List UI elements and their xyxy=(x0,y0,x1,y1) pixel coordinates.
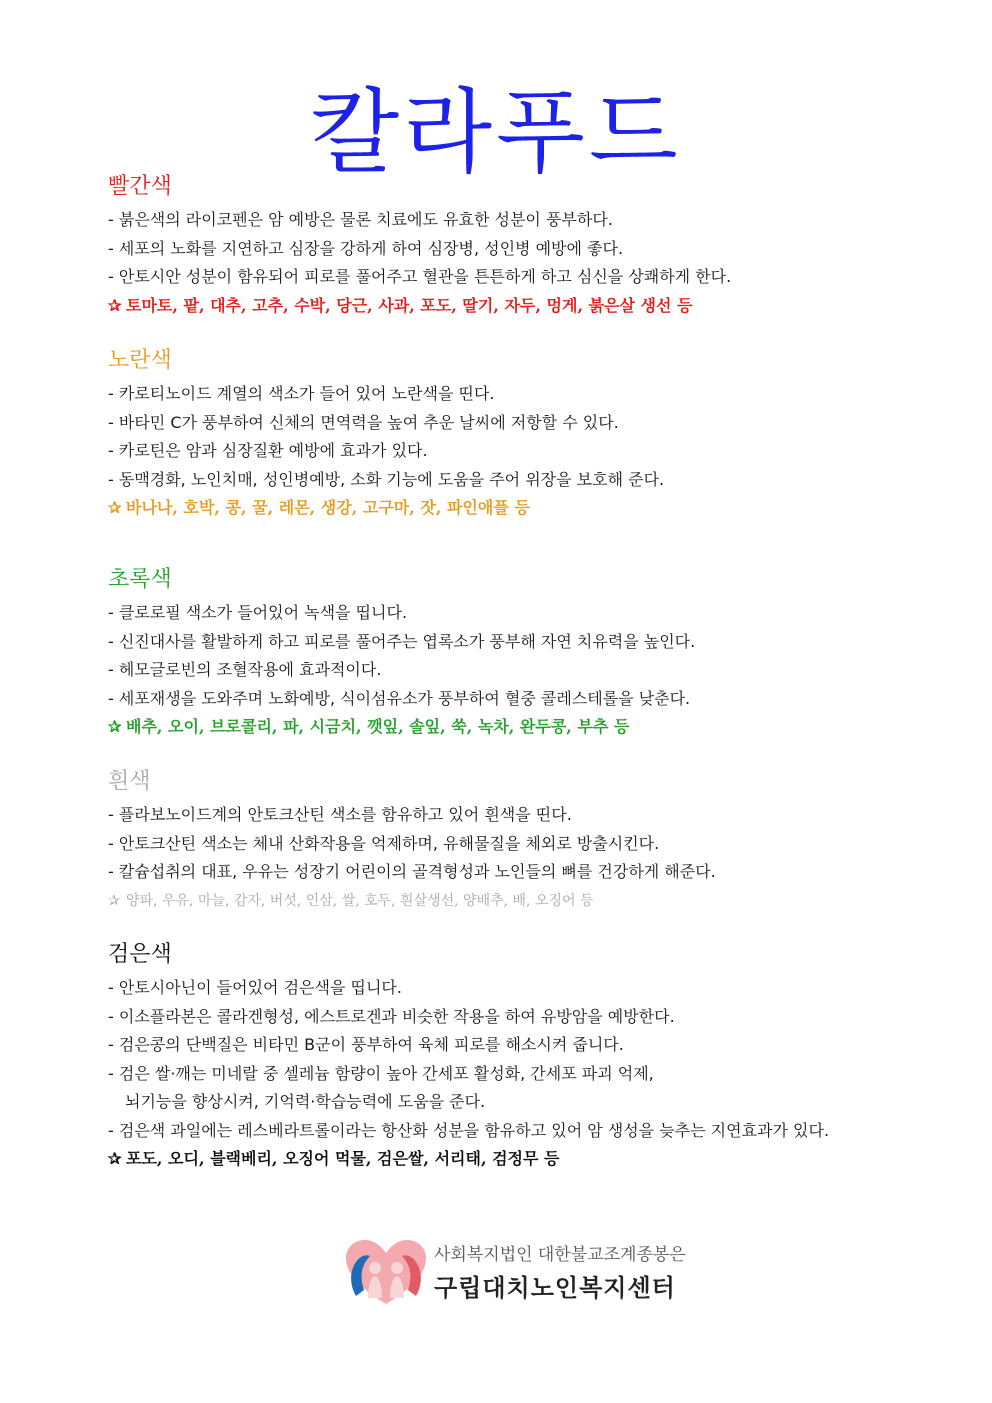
heart-people-logo-icon xyxy=(342,1238,430,1308)
white-line-3: - 칼슘섭취의 대표, 우유는 성장기 어린이의 골격형성과 노인들의 뼈를 건강하게 해준다. xyxy=(108,862,716,881)
logo-center-name: 구립대치노인복지센터 xyxy=(434,1274,676,1302)
section-red xyxy=(108,172,898,320)
white-line-1: - 플라보노이드계의 안토크산틴 색소를 함유하고 있어 흰색을 띤다. xyxy=(108,805,572,824)
section-yellow xyxy=(108,346,898,522)
star-icon: ✰ xyxy=(108,892,120,909)
red-line-3: - 안토시안 성분이 함유되어 피로를 풀어주고 혈관을 튼튼하게 하고 심신을 상쾌하게 한다. xyxy=(108,267,732,286)
organization-logo xyxy=(342,1238,686,1308)
green-line-4: - 세포재생을 도와주며 노화예방, 식이섬유소가 풍부하여 혈중 콜레스테롤을 낮춘다. xyxy=(108,688,691,708)
black-line-6: - 검은색 과일에는 레스베라트롤이라는 항산화 성분을 함유하고 있어 암 생성을 늦추는 지연효과가 있다. xyxy=(108,1120,830,1140)
red-line-2: - 세포의 노화를 지연하고 심장을 강하게 하여 심장병, 성인병 예방에 좋다. xyxy=(108,238,624,258)
yellow-line-1: - 카로티노이드 계열의 색소가 들어 있어 노란색을 띤다. xyxy=(108,384,495,403)
logo-organization-line: 사회복지법인 대한불교조계종봉은 xyxy=(434,1245,686,1265)
black-line-5: 뇌기능을 향상시켜, 기억력·학습능력에 도움을 준다. xyxy=(125,1092,486,1111)
black-food-list xyxy=(108,1145,898,1173)
yellow-line-3: - 카로틴은 암과 심장질환 예방에 효과가 있다. xyxy=(108,441,428,460)
section-heading-white: 흰색 xyxy=(108,769,151,794)
green-food-list xyxy=(108,713,898,741)
star-icon: ✰ xyxy=(108,1149,122,1168)
page-title: 칼라푸드 xyxy=(310,79,682,186)
yellow-line-2: - 바타민 C가 풍부하여 신체의 면역력을 높여 추운 날씨에 저항할 수 있다. xyxy=(108,412,619,432)
green-line-3: - 헤모글로빈의 조혈작용에 효과적이다. xyxy=(108,660,382,679)
white-food-list xyxy=(108,887,898,915)
red-food-list xyxy=(108,292,898,320)
section-heading-yellow: 노란색 xyxy=(108,348,172,373)
section-white xyxy=(108,767,898,915)
section-heading-black: 검은색 xyxy=(108,942,172,967)
black-line-1: - 안토시아닌이 들어있어 검은색을 띱니다. xyxy=(108,978,402,997)
black-foods-text: 포도, 오디, 블랙베리, 오징어 먹물, 검은쌀, 서리태, 검정무 등 xyxy=(126,1149,560,1168)
black-line-4: - 검은 쌀·깨는 미네랄 중 셀레늄 함량이 높아 간세포 활성화, 간세포 파괴 억제, xyxy=(108,1063,654,1083)
yellow-foods-text: 바나나, 호박, 콩, 꿀, 레몬, 생강, 고구마, 잣, 파인애플 등 xyxy=(126,498,530,517)
star-icon: ✰ xyxy=(108,717,122,736)
red-foods-text: 토마토, 팥, 대추, 고추, 수박, 당근, 사과, 포도, 딸기, 자두, 멍게, 붉은살 생선 등 xyxy=(126,295,693,315)
section-heading-green: 초록색 xyxy=(108,567,172,592)
black-line-2: - 이소플라본은 콜라겐형성, 에스트로겐과 비슷한 작용을 하여 유방암을 예방한다. xyxy=(108,1006,675,1026)
green-line-1: - 클로로필 색소가 들어있어 녹색을 띱니다. xyxy=(108,603,408,622)
section-heading-red: 빨간색 xyxy=(108,174,172,199)
red-line-1: - 붉은색의 라이코펜은 암 예방은 물론 치료에도 유효한 성분이 풍부하다. xyxy=(108,210,613,229)
yellow-line-4: - 동맥경화, 노인치매, 성인병예방, 소화 기능에 도움을 주어 위장을 보호해 준다. xyxy=(108,469,665,489)
star-icon: ✰ xyxy=(108,295,122,315)
white-line-2: - 안토크산틴 색소는 체내 산화작용을 억제하며, 유해물질을 체외로 방출시킨다. xyxy=(108,833,660,853)
section-black xyxy=(108,940,898,1173)
section-green xyxy=(108,565,898,741)
star-icon: ✰ xyxy=(108,498,122,517)
yellow-food-list xyxy=(108,494,898,522)
white-foods-text: 양파, 우유, 마늘, 감자, 버섯, 인삼, 쌀, 호두, 흰살생선, 양배추, 배, 오징어 등 xyxy=(126,892,594,909)
black-line-3: - 검은콩의 단백질은 비타민 B군이 풍부하여 육체 피로를 해소시켜 줍니다. xyxy=(108,1035,624,1054)
green-line-2: - 신진대사를 활발하게 하고 피로를 풀어주는 엽록소가 풍부해 자연 치유력을 높인다. xyxy=(108,631,696,651)
green-foods-text: 배추, 오이, 브로콜리, 파, 시금치, 깻잎, 솔잎, 쑥, 녹차, 완두콩, 부추 등 xyxy=(126,717,630,736)
